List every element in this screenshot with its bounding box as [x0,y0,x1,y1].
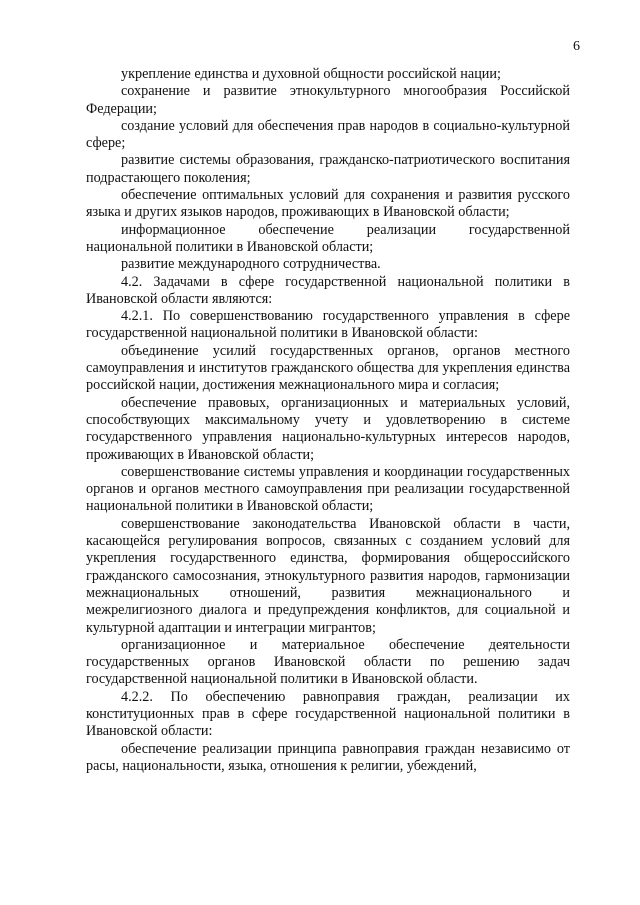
paragraph: развитие системы образования, гражданско-патриотического воспитания подрастающего поколения; [86,152,570,186]
paragraph: совершенствование законодательства Ивановской области в части, касающейся регулирования вопросов, связанных с созданием условий для укрепления государственного единства, формирования общероссийского гражданского самосознания, этнокультурного развития народов, гармонизации межнациональных отношений, развития межнационального и межрелигиозного диалога и предупреждения конфликтов, для социальной и культурной адаптации и интеграции мигрантов; [86,515,570,636]
page-number: 6 [573,39,580,54]
paragraph: создание условий для обеспечения прав народов в социально-культурной сфере; [86,117,570,152]
subsection-heading: 4.2.1. По совершенствованию государственного управления в сфере государственной национальной политики в Ивановской области: [86,308,570,342]
paragraph: обеспечение оптимальных условий для сохранения и развития русского языка и других языков народов, проживающих в Ивановской области; [86,187,570,221]
paragraph: укрепление единства и духовной общности российской нации; [121,66,501,82]
paragraph: совершенствование системы управления и координации государственных органов и органов местного самоуправления при реализации государственной национальной политики в Ивановской области; [86,463,570,515]
subsection-heading: 4.2.2. По обеспечению равноправия граждан, реализации их конституционных прав в сфере государственной национальной политики в Ивановской области: [86,688,570,740]
section-heading: 4.2. Задачами в сфере государственной национальной политики в Ивановской области являются: [86,273,570,307]
paragraph: обеспечение правовых, организационных и материальных условий, способствующих максимальному учету и удовлетворению в системе государственного управления национально-культурных интересов народов, проживающих в Ивановской области; [86,394,570,463]
paragraph: развитие международного сотрудничества. [121,256,381,273]
document-body [86,66,570,775]
paragraph: информационное обеспечение реализации государственной национальной политики в Ивановской области; [86,221,570,255]
paragraph: сохранение и развитие этнокультурного многообразия Российской Федерации; [86,83,570,117]
paragraph: организационное и материальное обеспечение деятельности государственных органов Ивановской области по решению задач государственной национальной политики в Ивановской области. [86,636,570,688]
paragraph: обеспечение реализации принципа равноправия граждан независимо от расы, национальности, языка, отношения к религии, убеждений, [86,740,570,774]
paragraph: объединение усилий государственных органов, органов местного самоуправления и институтов гражданского общества для укрепления единства российской нации, достижения межнационального мира и согласия; [86,342,570,394]
